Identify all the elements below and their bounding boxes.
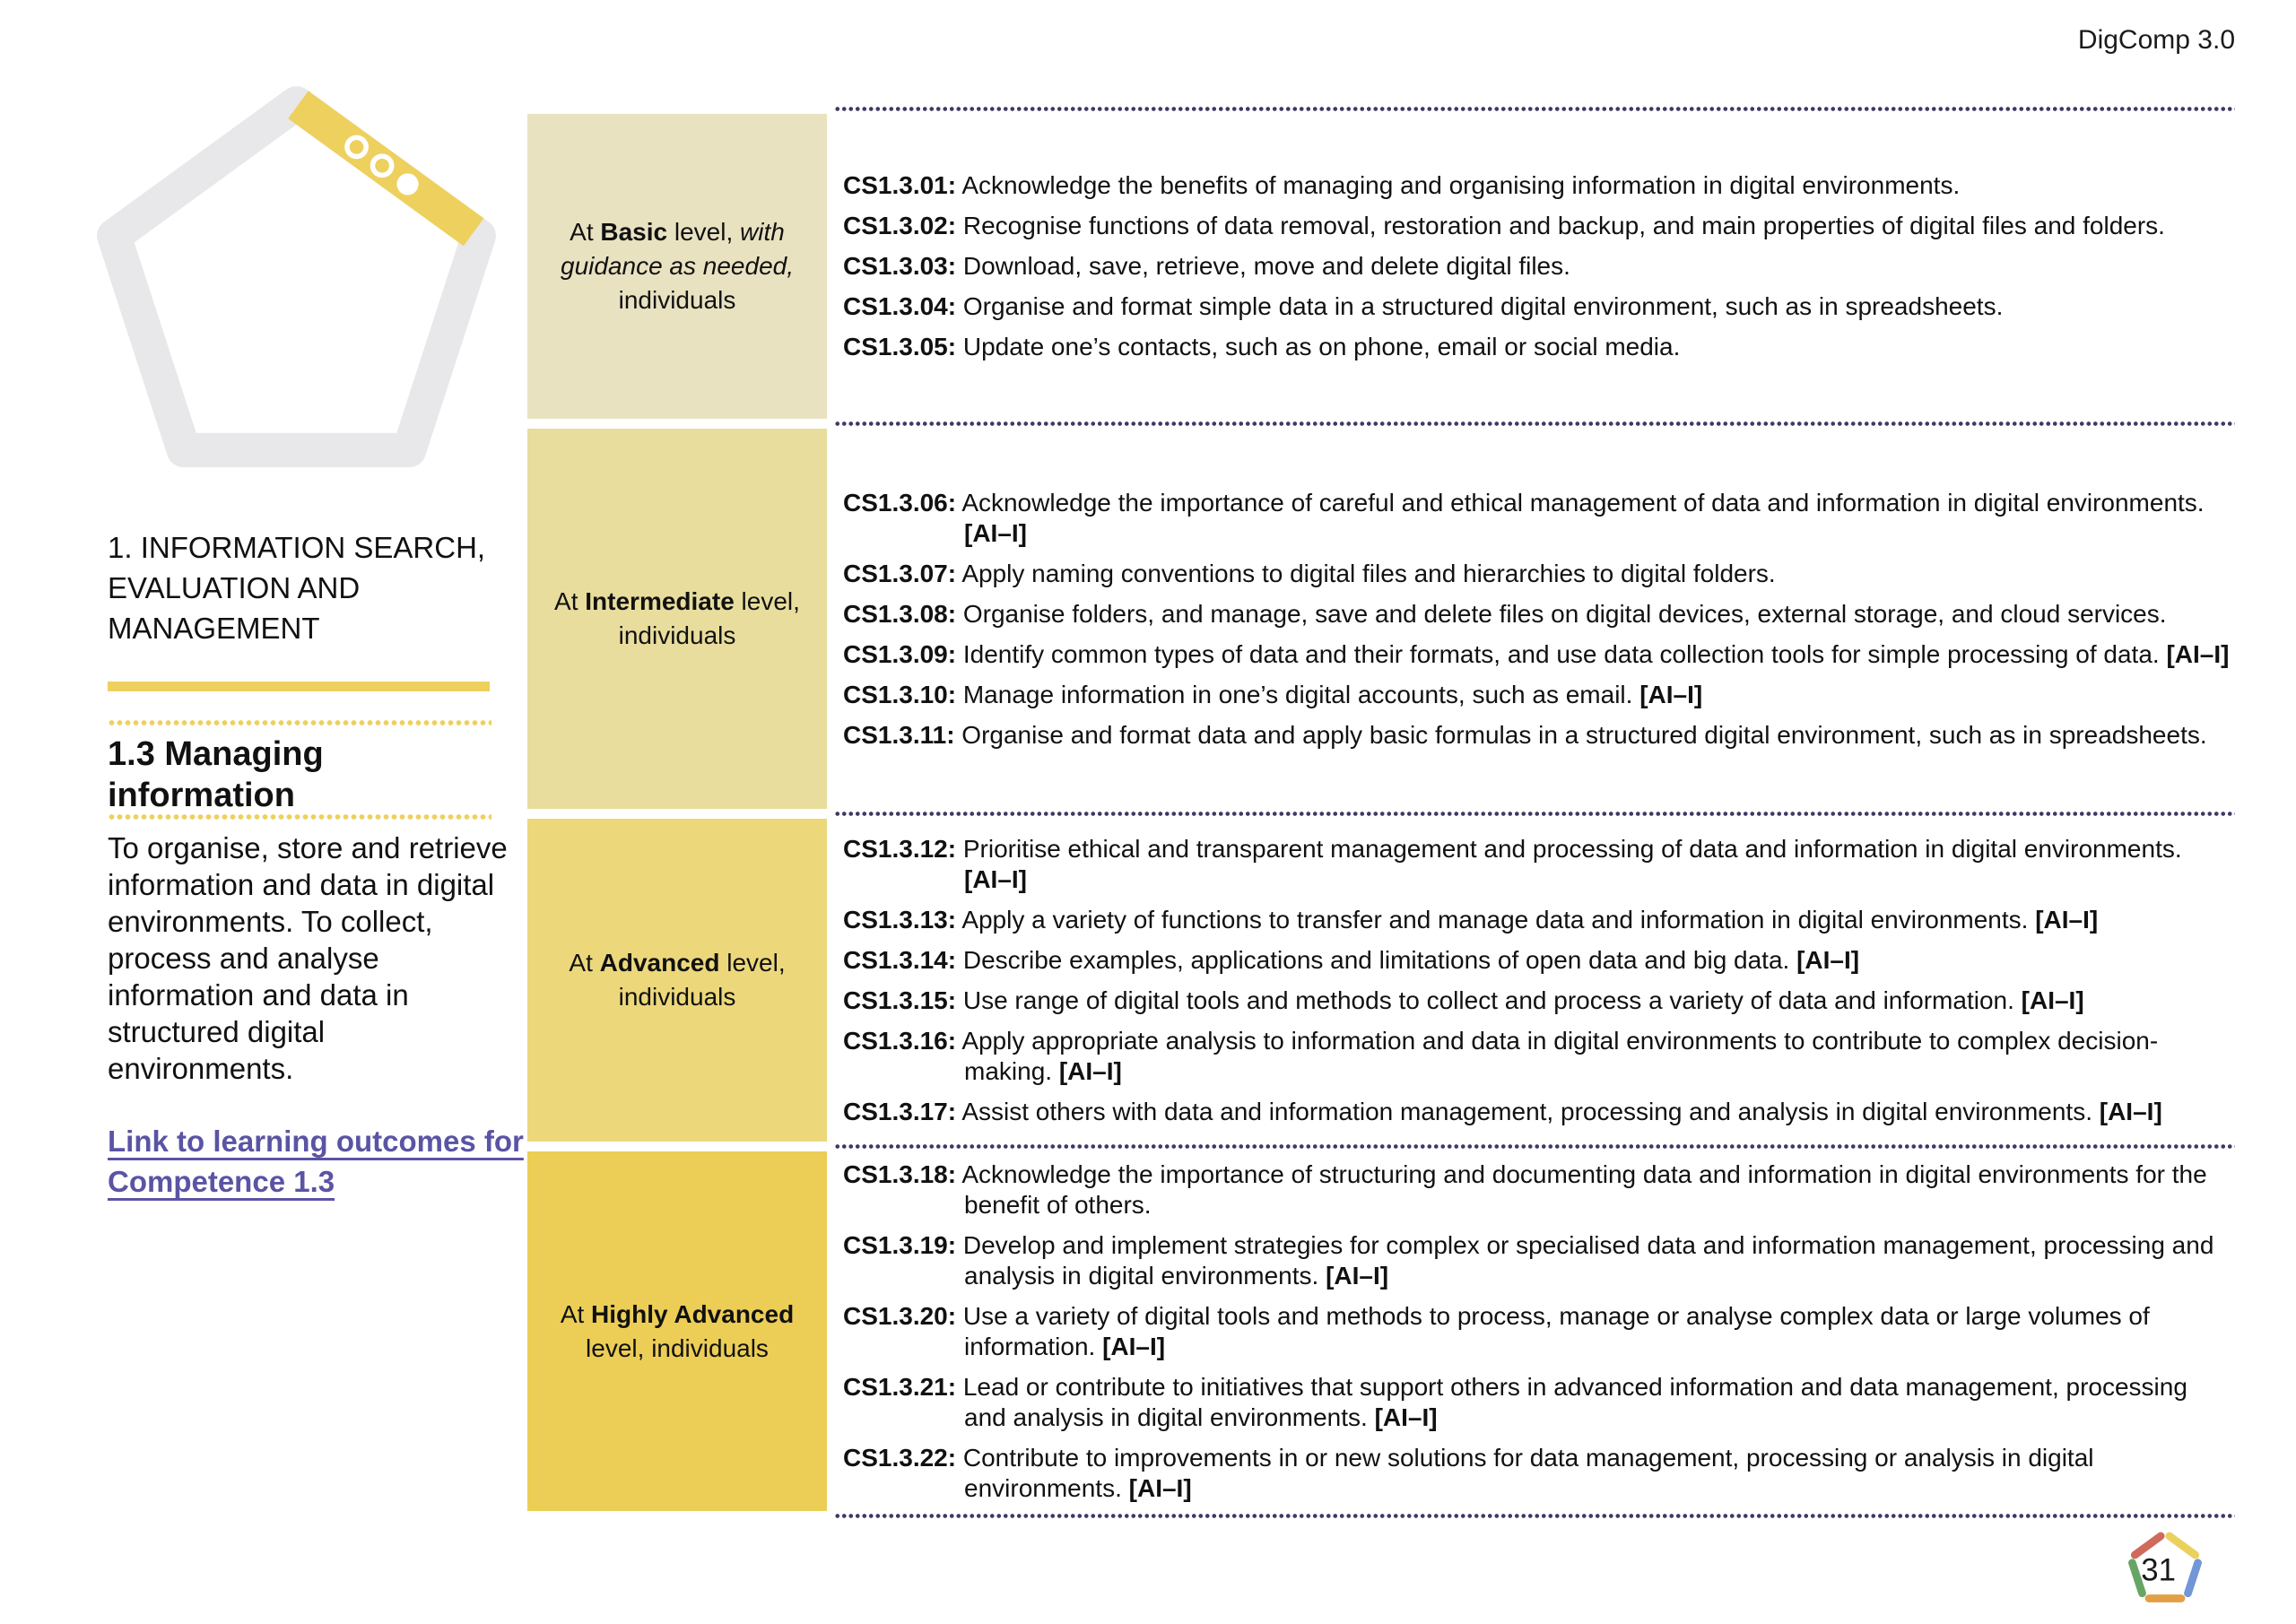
statements-list <box>843 429 2235 809</box>
statement-code: CS1.3.11: <box>843 720 955 749</box>
competence-statement: CS1.3.11: Organise and format data and apply basic formulas in a structured digital environment, such as in spreadsheets. <box>843 720 2207 749</box>
level-row-highly-advanced <box>527 1151 2235 1511</box>
ai-tag: [AI–I] <box>1318 1261 1389 1290</box>
statements-list <box>843 819 2235 1142</box>
level-row-advanced <box>527 819 2235 1142</box>
page-footer-logo <box>2124 1528 2206 1607</box>
statement-code: CS1.3.03: <box>843 252 957 280</box>
level-cell-highly-advanced <box>527 1151 827 1511</box>
ai-tag: [AI–I] <box>1632 680 1703 708</box>
competence-statement: CS1.3.01: Acknowledge the benefits of managing and organising information in digital environments. <box>843 171 1961 199</box>
statement-code: CS1.3.21: <box>843 1372 957 1401</box>
competence-statement: CS1.3.05: Update one’s contacts, such as on phone, email or social media. <box>843 333 1681 360</box>
level-label: At Basic level, with guidance as needed, individuals <box>561 218 794 314</box>
ai-tag: [AI–I] <box>2092 1097 2162 1125</box>
statement-code: CS1.3.14: <box>843 945 957 974</box>
level-cell-advanced <box>527 819 827 1142</box>
statement-code: CS1.3.10: <box>843 680 957 708</box>
statements-list <box>843 114 2235 419</box>
competence-statement: CS1.3.02: Recognise functions of data removal, restoration and backup, and main properties of digital files and folders. <box>843 212 2165 239</box>
statement-code: CS1.3.22: <box>843 1443 957 1472</box>
competence-title: 1.3 Managing information <box>108 735 324 814</box>
level-label: At Intermediate level, individuals <box>554 587 800 649</box>
ai-tag: [AI–I] <box>964 864 1027 893</box>
logo-edge-blue <box>2187 1563 2197 1594</box>
ai-tag: [AI–I] <box>2159 639 2230 668</box>
dotted-separator <box>834 1144 2235 1149</box>
competence-dot-3-active <box>396 173 418 195</box>
statement-code: CS1.3.20: <box>843 1301 957 1330</box>
statement-code: CS1.3.13: <box>843 905 957 934</box>
statement-code: CS1.3.04: <box>843 292 957 320</box>
level-cell-intermediate <box>527 429 827 809</box>
statement-code: CS1.3.09: <box>843 639 957 668</box>
competence-statement: CS1.3.08: Organise folders, and manage, save and delete files on digital devices, external storage, and cloud services. <box>843 599 2167 628</box>
competence-statement: CS1.3.03: Download, save, retrieve, move and delete digital files. <box>843 252 1570 280</box>
competence-statement: CS1.3.19: Develop and implement strategies for complex or specialised data and information management, processing and analysis in digital environments. [AI–I] <box>843 1230 2214 1290</box>
competence-area-pentagon-icon <box>70 74 523 506</box>
competence-statement: CS1.3.17: Assist others with data and information management, processing and analysis in digital environments. [AI–I] <box>843 1097 2162 1125</box>
yellow-dotted-divider-bottom <box>108 814 491 820</box>
statement-code: CS1.3.19: <box>843 1230 957 1259</box>
statement-code: CS1.3.08: <box>843 599 957 628</box>
competence-statement: CS1.3.15: Use range of digital tools and methods to collect and process a variety of data and information. [AI–I] <box>843 986 2084 1014</box>
statement-code: CS1.3.01: <box>843 171 957 199</box>
accent-divider-bar <box>108 682 490 691</box>
competence-statement: CS1.3.22: Contribute to improvements in or new solutions for data management, processing or analysis in digital environments. [AI–I] <box>843 1443 2094 1502</box>
yellow-dotted-divider-top <box>108 720 491 725</box>
competence-statement: CS1.3.21: Lead or contribute to initiatives that support others in advanced information and data management, processing and analysis in digital environments. [AI–I] <box>843 1372 2187 1431</box>
competence-description: To organise, store and retrieve information and data in digital environments. To collect, process and analyse information and data in structured digital environments. <box>108 831 508 1085</box>
highlighted-edge <box>299 105 474 232</box>
dotted-separator <box>834 1514 2235 1518</box>
statement-code: CS1.3.06: <box>843 488 957 517</box>
competence-statement: CS1.3.14: Describe examples, applications and limitations of open data and big data. [AI–I] <box>843 945 1860 974</box>
competence-statement: CS1.3.16: Apply appropriate analysis to information and data in digital environments to contribute to complex decision-making. [AI–I] <box>843 1026 2159 1085</box>
learning-outcomes-link[interactable]: Link to learning outcomes for Competence 1.3 <box>108 1125 524 1198</box>
level-cell-basic <box>527 114 827 419</box>
ai-tag: [AI–I] <box>1052 1056 1122 1085</box>
level-label: At Advanced level, individuals <box>569 949 786 1011</box>
ai-tag: [AI–I] <box>1789 945 1860 974</box>
levels-table <box>527 104 2235 1521</box>
pentagon-outline-icon <box>70 74 523 506</box>
level-label: At Highly Advanced level, individuals <box>560 1299 795 1362</box>
statement-code: CS1.3.12: <box>843 834 957 863</box>
statement-code: CS1.3.07: <box>843 559 957 587</box>
level-row-intermediate <box>527 429 2235 809</box>
ai-tag: [AI–I] <box>1121 1473 1192 1502</box>
competence-statement: CS1.3.10: Manage information in one’s digital accounts, such as email. [AI–I] <box>843 680 1703 708</box>
ai-tag: [AI–I] <box>1367 1403 1438 1431</box>
competence-statement: CS1.3.18: Acknowledge the importance of structuring and documenting data and information in digital environments for the benefit of others. <box>843 1159 2207 1219</box>
level-row-basic <box>527 114 2235 419</box>
competence-statement: CS1.3.20: Use a variety of digital tools and methods to process, manage or analyse complex data or large volumes of information. [AI–I] <box>843 1301 2150 1360</box>
ai-tag: [AI–I] <box>1095 1332 1166 1360</box>
competence-statement: CS1.3.07: Apply naming conventions to digital files and hierarchies to digital folders. <box>843 559 1776 587</box>
statement-code: CS1.3.15: <box>843 986 957 1014</box>
page-number: 31 <box>2141 1552 2177 1588</box>
ai-tag: [AI–I] <box>2028 905 2099 934</box>
dotted-separator <box>834 812 2235 816</box>
document-brand: DigComp 3.0 <box>2077 25 2235 55</box>
competence-statement: CS1.3.13: Apply a variety of functions to transfer and manage data and information in digital environments. [AI–I] <box>843 905 2099 934</box>
competence-area-title: 1. INFORMATION SEARCH, EVALUATION AND MANAGEMENT <box>108 531 486 645</box>
statement-code: CS1.3.16: <box>843 1026 957 1055</box>
pentagon-logo-icon <box>2124 1528 2206 1607</box>
competence-statement: CS1.3.04: Organise and format simple data in a structured digital environment, such as in spreadsheets. <box>843 292 2004 320</box>
statement-code: CS1.3.05: <box>843 333 957 360</box>
statements-list <box>843 1151 2235 1511</box>
dotted-separator <box>834 421 2235 426</box>
competence-statement: CS1.3.06: Acknowledge the importance of careful and ethical management of data and information in digital environments. [AI–I] <box>843 488 2205 547</box>
statement-code: CS1.3.18: <box>843 1159 957 1188</box>
ai-tag: [AI–I] <box>2013 986 2084 1014</box>
competence-statement: CS1.3.12: Prioritise ethical and transparent management and processing of data and information in digital environments. [AI–I] <box>843 834 2182 893</box>
ai-tag: [AI–I] <box>964 518 1027 547</box>
dotted-separator <box>834 107 2235 111</box>
statement-code: CS1.3.17: <box>843 1097 957 1125</box>
competence-statement: CS1.3.09: Identify common types of data and their formats, and use data collection tools for simple processing of data. [AI–I] <box>843 639 2230 668</box>
statement-code: CS1.3.02: <box>843 212 957 239</box>
